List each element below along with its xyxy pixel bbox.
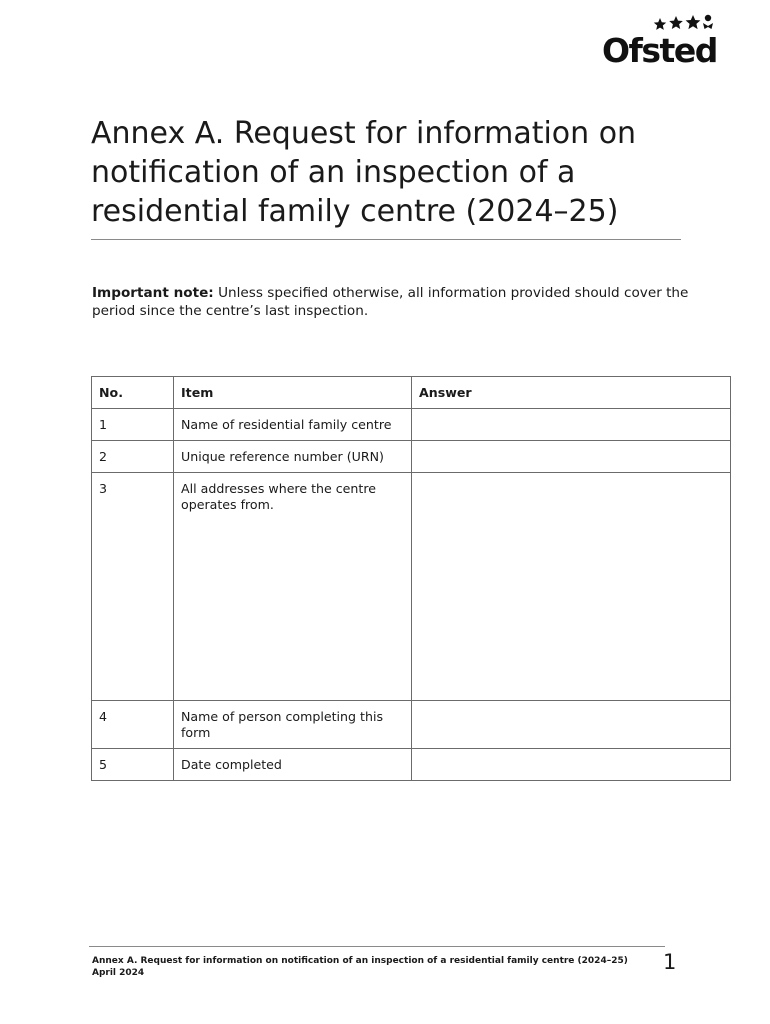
page-number: 1 bbox=[663, 950, 677, 974]
row-number: 5 bbox=[92, 749, 174, 781]
row-number: 1 bbox=[92, 409, 174, 441]
column-header-item: Item bbox=[174, 377, 412, 409]
column-header-no: No. bbox=[92, 377, 174, 409]
footer-document-title: Annex A. Request for information on notification of an inspection of a residential family centre (2024–25) bbox=[92, 956, 628, 966]
important-note-text: Unless specified otherwise, all information provided should cover the period since the centre’s last inspection. bbox=[92, 285, 689, 319]
column-header-answer: Answer bbox=[412, 377, 731, 409]
table-row bbox=[92, 473, 731, 701]
row-number: 2 bbox=[92, 441, 174, 473]
answer-cell[interactable] bbox=[412, 473, 731, 701]
row-item: All addresses where the centre operates from. bbox=[174, 473, 412, 701]
table-row bbox=[92, 749, 731, 781]
row-item: Date completed bbox=[174, 749, 412, 781]
table-row bbox=[92, 409, 731, 441]
answer-cell[interactable] bbox=[412, 409, 731, 441]
document-title: Annex A. Request for information on notification of an inspection of a residential family centre (2024–25) bbox=[91, 116, 637, 229]
footer-divider bbox=[89, 946, 665, 947]
footer bbox=[92, 955, 662, 979]
table-row bbox=[92, 441, 731, 473]
title-divider bbox=[91, 239, 681, 240]
answer-cell[interactable] bbox=[412, 701, 731, 749]
answer-cell[interactable] bbox=[412, 441, 731, 473]
important-note bbox=[92, 284, 692, 320]
footer-date: April 2024 bbox=[92, 968, 145, 978]
table-row bbox=[92, 701, 731, 749]
row-number: 3 bbox=[92, 473, 174, 701]
row-item: Unique reference number (URN) bbox=[174, 441, 412, 473]
information-table bbox=[91, 376, 731, 781]
row-item: Name of person completing this form bbox=[174, 701, 412, 749]
row-item: Name of residential family centre bbox=[174, 409, 412, 441]
ofsted-logo bbox=[602, 14, 717, 72]
answer-cell[interactable] bbox=[412, 749, 731, 781]
ofsted-wordmark: Ofsted bbox=[602, 31, 717, 70]
row-number: 4 bbox=[92, 701, 174, 749]
important-note-label: Important note: bbox=[92, 285, 214, 301]
table-header-row bbox=[92, 377, 731, 409]
